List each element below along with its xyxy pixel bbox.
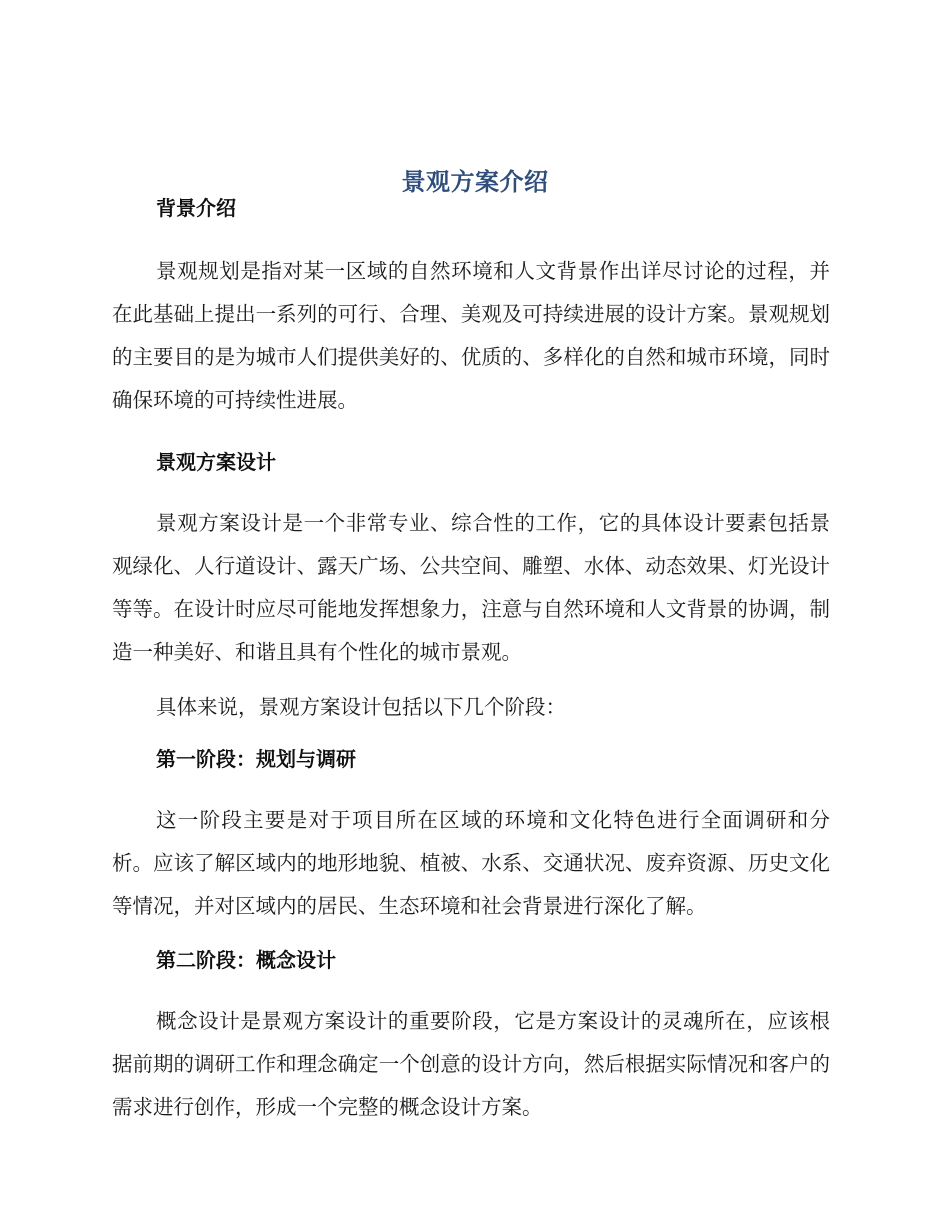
document-body bbox=[112, 188, 830, 1129]
paragraph-stage-1: 这一阶段主要是对于项目所在区域的环境和文化特色进行全面调研和分析。应该了解区域内的地形地貌、植被、水系、交通状况、废弃资源、历史文化等情况，并对区域内的居民、生态环境和社会背景进行深化了解。 bbox=[112, 808, 830, 918]
paragraph-design: 景观方案设计是一个非常专业、综合性的工作，它的具体设计要素包括景观绿化、人行道设计、露天广场、公共空间、雕塑、水体、动态效果、灯光设计等等。在设计时应尽可能地发挥想象力，注意与自然环境和人文背景的协调，制造一种美好、和谐且具有个性化的城市景观。 bbox=[112, 511, 830, 664]
section-heading-background: 背景介绍 bbox=[156, 196, 236, 220]
document-title: 景观方案介绍 bbox=[401, 168, 549, 197]
paragraph-stages-intro: 具体来说，景观方案设计包括以下几个阶段： bbox=[156, 695, 566, 719]
section-heading-stage-2: 第二阶段：概念设计 bbox=[156, 948, 336, 972]
section-heading-design: 景观方案设计 bbox=[156, 450, 276, 474]
paragraph-stage-2: 概念设计是景观方案设计的重要阶段，它是方案设计的灵魂所在，应该根据前期的调研工作和理念确定一个创意的设计方向，然后根据实际情况和客户的需求进行创作，形成一个完整的概念设计方案。 bbox=[112, 1009, 830, 1119]
section-heading-stage-1: 第一阶段：规划与调研 bbox=[156, 747, 356, 771]
paragraph-background: 景观规划是指对某一区域的自然环境和人文背景作出详尽讨论的过程，并在此基础上提出一系列的可行、合理、美观及可持续进展的设计方案。景观规划的主要目的是为城市人们提供美好的、优质的、多样化的自然和城市环境，同时确保环境的可持续性进展。 bbox=[112, 259, 830, 412]
